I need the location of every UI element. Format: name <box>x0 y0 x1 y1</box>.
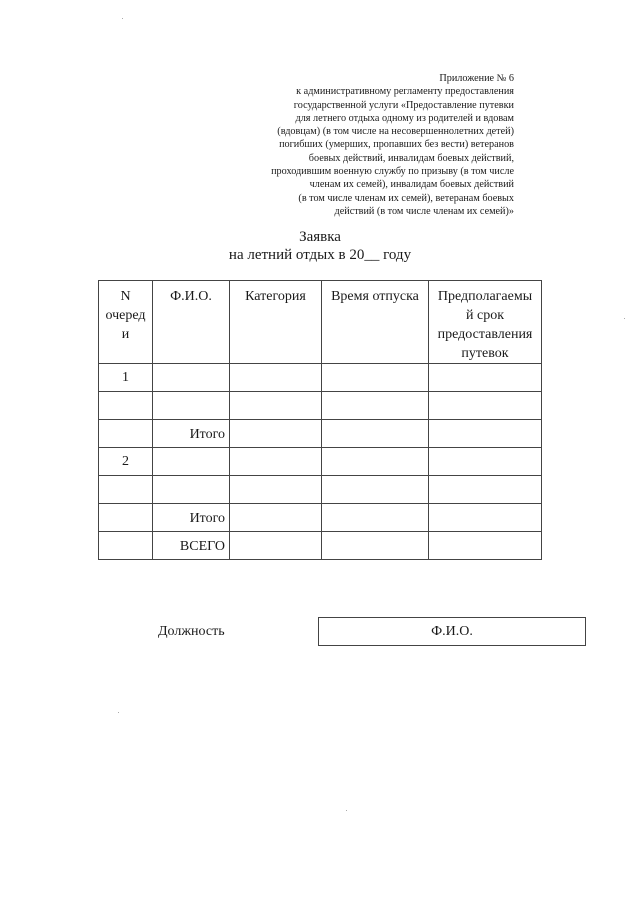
appendix-line: действий (в том числе членам их семей)» <box>334 205 514 217</box>
request-table <box>98 280 542 560</box>
cell-term <box>429 504 542 532</box>
cell-queue <box>99 504 153 532</box>
cell-queue <box>99 476 153 504</box>
scan-speck <box>624 318 625 319</box>
appendix-note <box>174 72 514 218</box>
cell-term <box>429 448 542 476</box>
document-title <box>0 228 640 264</box>
cell-queue <box>99 420 153 448</box>
appendix-line: (вдовцам) (в том числе на несовершеннолетних детей) <box>277 126 514 138</box>
cell-category <box>230 420 322 448</box>
cell-fio-grand-total: ВСЕГО <box>153 532 230 560</box>
cell-term <box>429 364 542 392</box>
cell-queue: 2 <box>99 448 153 476</box>
cell-vacation <box>322 476 429 504</box>
position-label: Должность <box>158 624 225 639</box>
cell-queue <box>99 532 153 560</box>
scan-speck <box>118 712 119 713</box>
appendix-line: боевых действий, инвалидам боевых действий, <box>308 152 514 164</box>
header-fio: Ф.И.О. <box>153 281 230 364</box>
cell-fio <box>153 448 230 476</box>
cell-fio <box>153 364 230 392</box>
appendix-line: к административному регламенту предоставления <box>296 86 514 98</box>
appendix-line: для летнего отдыха одному из родителей и вдовам <box>295 112 514 124</box>
cell-vacation <box>322 504 429 532</box>
header-vacation-time: Время отпуска <box>322 281 429 364</box>
cell-category <box>230 448 322 476</box>
scan-speck <box>122 18 123 19</box>
appendix-line: проходившим военную службу по призыву (в том числе <box>271 166 514 178</box>
table-row <box>99 504 542 532</box>
cell-vacation <box>322 532 429 560</box>
cell-term <box>429 392 542 420</box>
header-queue: N очеред и <box>99 281 153 364</box>
appendix-line: Приложение № 6 <box>439 73 514 84</box>
appendix-line: членам их семей), инвалидам боевых действий <box>309 179 514 191</box>
cell-vacation <box>322 420 429 448</box>
cell-category <box>230 504 322 532</box>
table-row <box>99 532 542 560</box>
appendix-line: (в том числе членам их семей), ветеранам боевых <box>298 192 514 204</box>
cell-term <box>429 420 542 448</box>
cell-fio <box>153 476 230 504</box>
header-voucher-term: Предполагаемы й срок предоставления путевок <box>429 281 542 364</box>
cell-term <box>429 532 542 560</box>
title-main: Заявка <box>299 229 341 245</box>
cell-term <box>429 476 542 504</box>
table-row <box>99 476 542 504</box>
table-row <box>99 364 542 392</box>
cell-queue <box>99 392 153 420</box>
table-row <box>99 392 542 420</box>
cell-category <box>230 392 322 420</box>
cell-category <box>230 364 322 392</box>
appendix-line: погибших (умерших, пропавших без вести) ветеранов <box>279 139 514 151</box>
cell-category <box>230 532 322 560</box>
cell-fio-total: Итого <box>153 504 230 532</box>
table-header-row <box>99 281 542 364</box>
scan-speck <box>346 810 347 811</box>
cell-fio-total: Итого <box>153 420 230 448</box>
signature-fio-box: Ф.И.О. <box>318 617 586 646</box>
cell-vacation <box>322 364 429 392</box>
cell-category <box>230 476 322 504</box>
header-category: Категория <box>230 281 322 364</box>
cell-vacation <box>322 392 429 420</box>
table-row <box>99 448 542 476</box>
cell-queue: 1 <box>99 364 153 392</box>
cell-fio <box>153 392 230 420</box>
appendix-line: государственной услуги «Предоставление путевки <box>293 99 514 111</box>
title-subtitle: на летний отдых в 20__ году <box>228 247 412 263</box>
cell-vacation <box>322 448 429 476</box>
table-row <box>99 420 542 448</box>
